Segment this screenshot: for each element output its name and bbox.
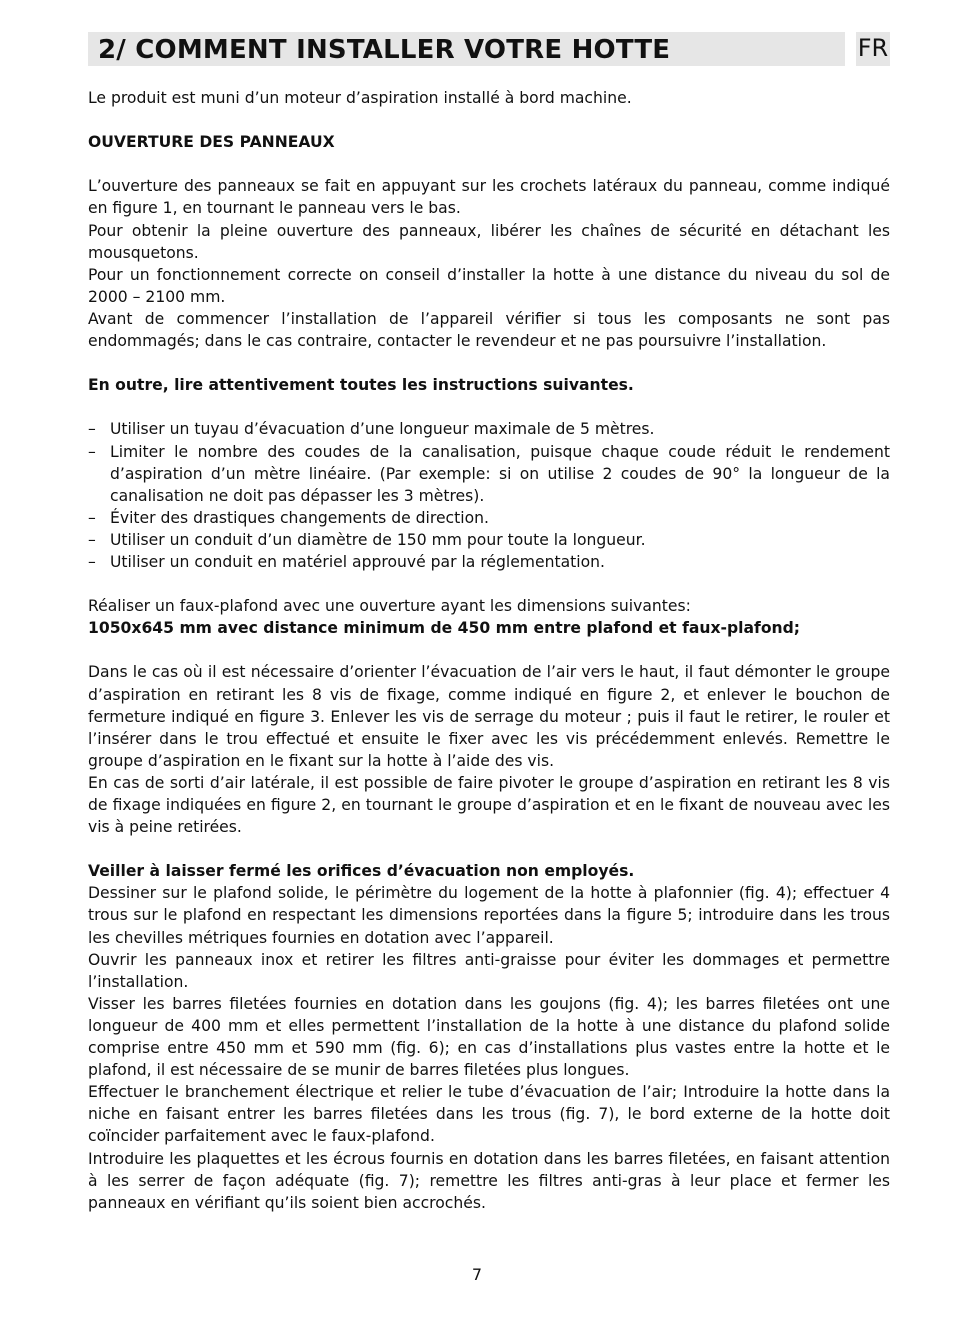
warning-heading: Veiller à laisser fermé les orifices d’évacuation non employés. [88,862,635,881]
paragraph: En cas de sorti d’air latérale, il est possible de faire pivoter le groupe d’aspiration en retirant les 8 vis de fixage indiquées en figure 2, en tournant le groupe d’aspiration et en le fixant de nouveau avec les vis à peine retirées. [88,773,890,837]
document-body [88,87,890,1214]
paragraph: Ouvrir les panneaux inox et retirer les filtres anti-graisse pour éviter les dommages et permettre l’installation. [88,950,890,991]
page-number: 7 [471,1265,483,1284]
intro-paragraph: Le produit est muni d’un moteur d’aspiration installé à bord machine. [88,89,632,107]
instruction-list [88,418,890,573]
list-item: – Utiliser un conduit en matériel approuvé par la réglementation. [88,551,890,573]
paragraph: Dessiner sur le plafond solide, le périmètre du logement de la hotte à plafonnier (fig. 4); effectuer 4 trous sur le plafond en respectant les dimensions reportées dans la figure 5; introduire dans les trous les chevilles métriques fournies en dotation avec l’appareil. [88,884,890,947]
list-item: – Utiliser un tuyau d’évacuation d’une longueur maximale de 5 mètres. [88,418,890,440]
list-item: – Éviter des drastiques changements de direction. [88,507,890,529]
ceiling-paragraph: Réaliser un faux-plafond avec une ouverture ayant les dimensions suivantes: [88,597,691,616]
section-header [88,32,845,66]
paragraph: Effectuer le branchement électrique et relier le tube d’évacuation de l’air; Introduire la hotte dans la niche en faisant entrer les barres filetées dans les trous (fig. 7), le bord externe de la hotte doit coïncider parfaitement avec le faux-plafond. [88,1083,890,1146]
list-item: – Limiter le nombre des coudes de la canalisation, puisque chaque coude réduit le rendement d’aspiration d’un mètre linéaire. (Par exemple: si on utilise 2 coudes de 90° la longueur de la canalisation ne doit pas dépasser les 3 mètres). [88,441,890,507]
list-item: – Utiliser un conduit d’un diamètre de 150 mm pour toute la longueur. [88,529,890,551]
paragraph: Dans le cas où il est nécessaire d’orienter l’évacuation de l’air vers le haut, il faut démonter le groupe d’aspiration en retirant les 8 vis de fixage, comme indiqué en figure 2, et enlever le bouchon de fermeture indiqué en figure 3. Enlever les vis de serrage du moteur ; puis il faut le retirer, le rouler et l’insérer dans le trou effectué et ensuite le fixer avec les vis précédemment enlevés. Remettre le groupe d’aspiration en le fixant sur la hotte à l’aide des vis. [88,663,890,770]
paragraph: Pour un fonctionnement correcte on conseil d’installer la hotte à une distance du niveau du sol de 2000 – 2100 mm. [88,265,890,306]
ceiling-dimensions: 1050x645 mm avec distance minimum de 450 mm entre plafond et faux-plafond; [88,619,801,638]
language-tag [856,32,890,66]
paragraph: Visser les barres filetées fournies en dotation dans les goujons (fig. 4); les barres filetées ont une longueur de 400 mm et elles permettent l’installation de la hotte à une distance du plafond solide comprise entre 450 mm et 590 mm (fig. 6); en cas d’installations plus vastes entre la hotte et le plafond, il est nécessaire de se munir de barres filetées plus longues. [88,994,890,1080]
paragraph: Avant de commencer l’installation de l’appareil vérifier si tous les composants ne sont pas endommagés; dans le cas contraire, contacter le revendeur et ne pas poursuivre l’installation. [88,309,890,351]
paragraph: Introduire les plaquettes et les écrous fournis en dotation dans les barres filetées, en faisant attention à les serrer de façon adéquate (fig. 7); remettre les filtres anti-gras à leur place et fermer les panneaux en vérifiant qu’ils soient bien accrochés. [88,1149,890,1212]
section-heading: OUVERTURE DES PANNEAUX [88,133,335,152]
instructions-heading: En outre, lire attentivement toutes les instructions suivantes. [88,376,634,395]
language-label: FR [857,34,889,62]
page-title: 2/ COMMENT INSTALLER VOTRE HOTTE [98,35,671,65]
paragraph: Pour obtenir la pleine ouverture des panneaux, libérer les chaînes de sécurité en détachant les mousquetons. [88,221,890,262]
paragraph: L’ouverture des panneaux se fait en appuyant sur les crochets latéraux du panneau, comme indiqué en figure 1, en tournant le panneau vers le bas. [88,177,890,218]
